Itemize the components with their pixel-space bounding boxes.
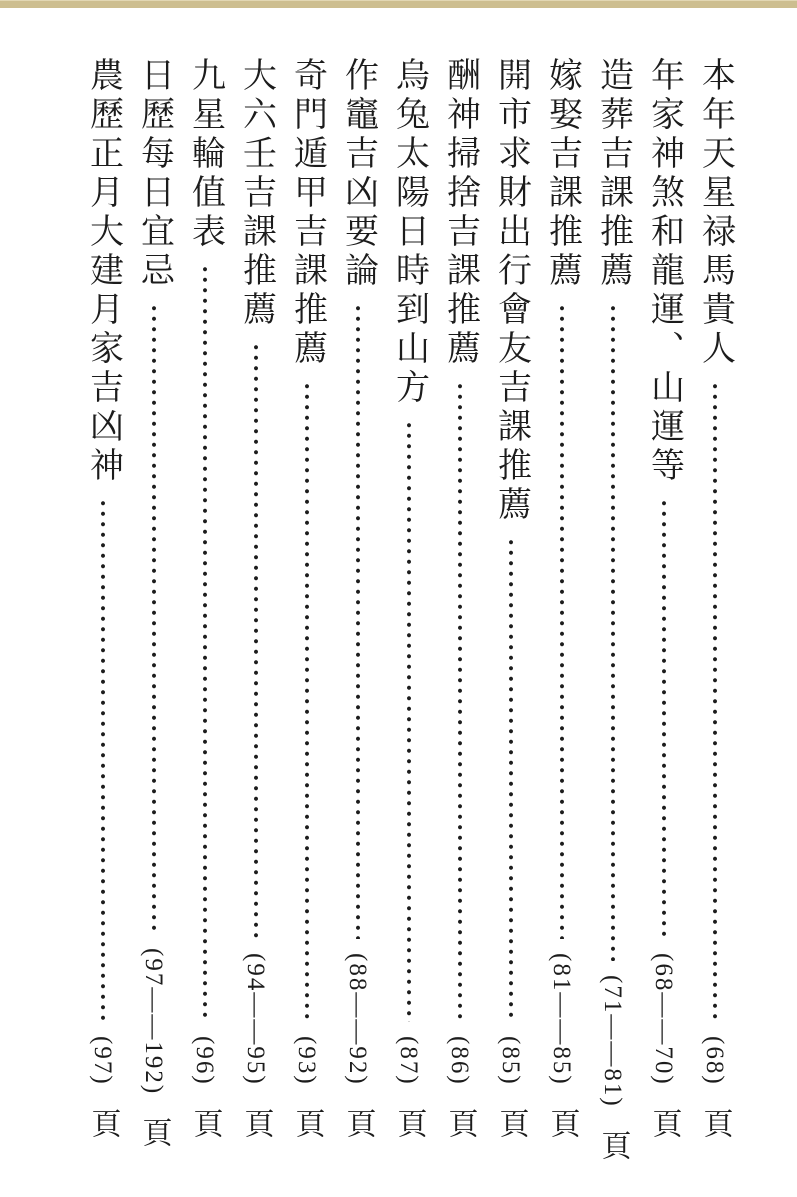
entry-page-suffix: 頁: [239, 1108, 273, 1138]
entry-title: 奇門遁甲吉課推薦: [288, 57, 326, 369]
toc-entry: [337, 57, 378, 1197]
leader-dots: [305, 381, 309, 1022]
entry-page-suffix: 頁: [443, 1108, 477, 1138]
leader-dots: [203, 264, 207, 1022]
entry-title: 大六壬吉課推薦: [237, 57, 275, 330]
leader-dots: [152, 303, 156, 934]
leader-dots: [356, 303, 360, 939]
entry-page-suffix: 頁: [188, 1108, 222, 1138]
toc-entry: [541, 57, 582, 1197]
entry-title: 年家神煞和龍運、山運等: [645, 57, 683, 486]
entry-title: 造葬吉課推薦: [594, 57, 632, 291]
entry-title: 作竈吉凶要論: [339, 57, 377, 291]
leader-dots: [713, 381, 717, 1022]
entry-title: 九星輪值表: [186, 57, 224, 252]
entry-page-range: (68): [701, 1036, 728, 1086]
entry-page-range: (86): [446, 1036, 473, 1086]
entry-title: 酬神掃捨吉課推薦: [441, 57, 479, 369]
entry-page-range: (85): [497, 1036, 524, 1086]
entry-page-range: (96): [191, 1036, 218, 1086]
entry-page-range: (81——85): [548, 953, 575, 1086]
leader-dots: [611, 303, 615, 961]
toc-entry: [643, 57, 684, 1197]
entry-title: 農歷正月大建月家吉凶神: [84, 57, 122, 486]
entry-page-range: (88——92): [344, 953, 371, 1086]
entry-page-suffix: 頁: [596, 1130, 630, 1160]
leader-dots: [254, 342, 258, 939]
leader-dots: [101, 498, 105, 1022]
entry-title: 本年天星禄馬貴人: [696, 57, 734, 369]
entry-page-suffix: 頁: [545, 1108, 579, 1138]
entry-title: 烏兔太陽日時到山方: [390, 57, 428, 408]
entry-page-range: (97——192): [140, 947, 167, 1095]
entry-page-suffix: 頁: [290, 1108, 324, 1138]
leader-dots: [509, 537, 513, 1022]
entry-page-range: (97): [89, 1036, 116, 1086]
leader-dots: [560, 303, 564, 939]
entry-page-suffix: 頁: [137, 1117, 171, 1147]
entry-page-range: (68——70): [650, 953, 677, 1086]
entry-title: 嫁娶吉課推薦: [543, 57, 581, 291]
toc-entry: [388, 57, 429, 1197]
toc-entry: [694, 57, 735, 1197]
leader-dots: [458, 381, 462, 1022]
entry-page-range: (71——81): [599, 975, 626, 1108]
toc-entry: [592, 57, 633, 1197]
entry-page-suffix: 頁: [698, 1108, 732, 1138]
entry-title: 開市求財出行會友吉課推薦: [492, 57, 530, 525]
entry-page-suffix: 頁: [392, 1108, 426, 1138]
entry-page-suffix: 頁: [341, 1108, 375, 1138]
leader-dots: [407, 420, 411, 1022]
entry-page-range: (94——95): [242, 953, 269, 1086]
entry-page-range: (93): [293, 1036, 320, 1086]
entry-page-suffix: 頁: [647, 1108, 681, 1138]
entry-page-suffix: 頁: [494, 1108, 528, 1138]
toc-entry: [184, 57, 225, 1197]
toc-entry: [286, 57, 327, 1197]
toc-entry: [235, 57, 276, 1197]
toc-entry: [439, 57, 480, 1197]
entry-page-suffix: 頁: [86, 1108, 120, 1138]
entry-page-range: (87): [395, 1036, 422, 1086]
toc-entry: [490, 57, 531, 1197]
leader-dots: [662, 498, 666, 939]
toc-entry: [82, 57, 123, 1197]
toc-entry: [133, 57, 174, 1197]
entry-title: 日歷每日宜忌: [135, 57, 173, 291]
